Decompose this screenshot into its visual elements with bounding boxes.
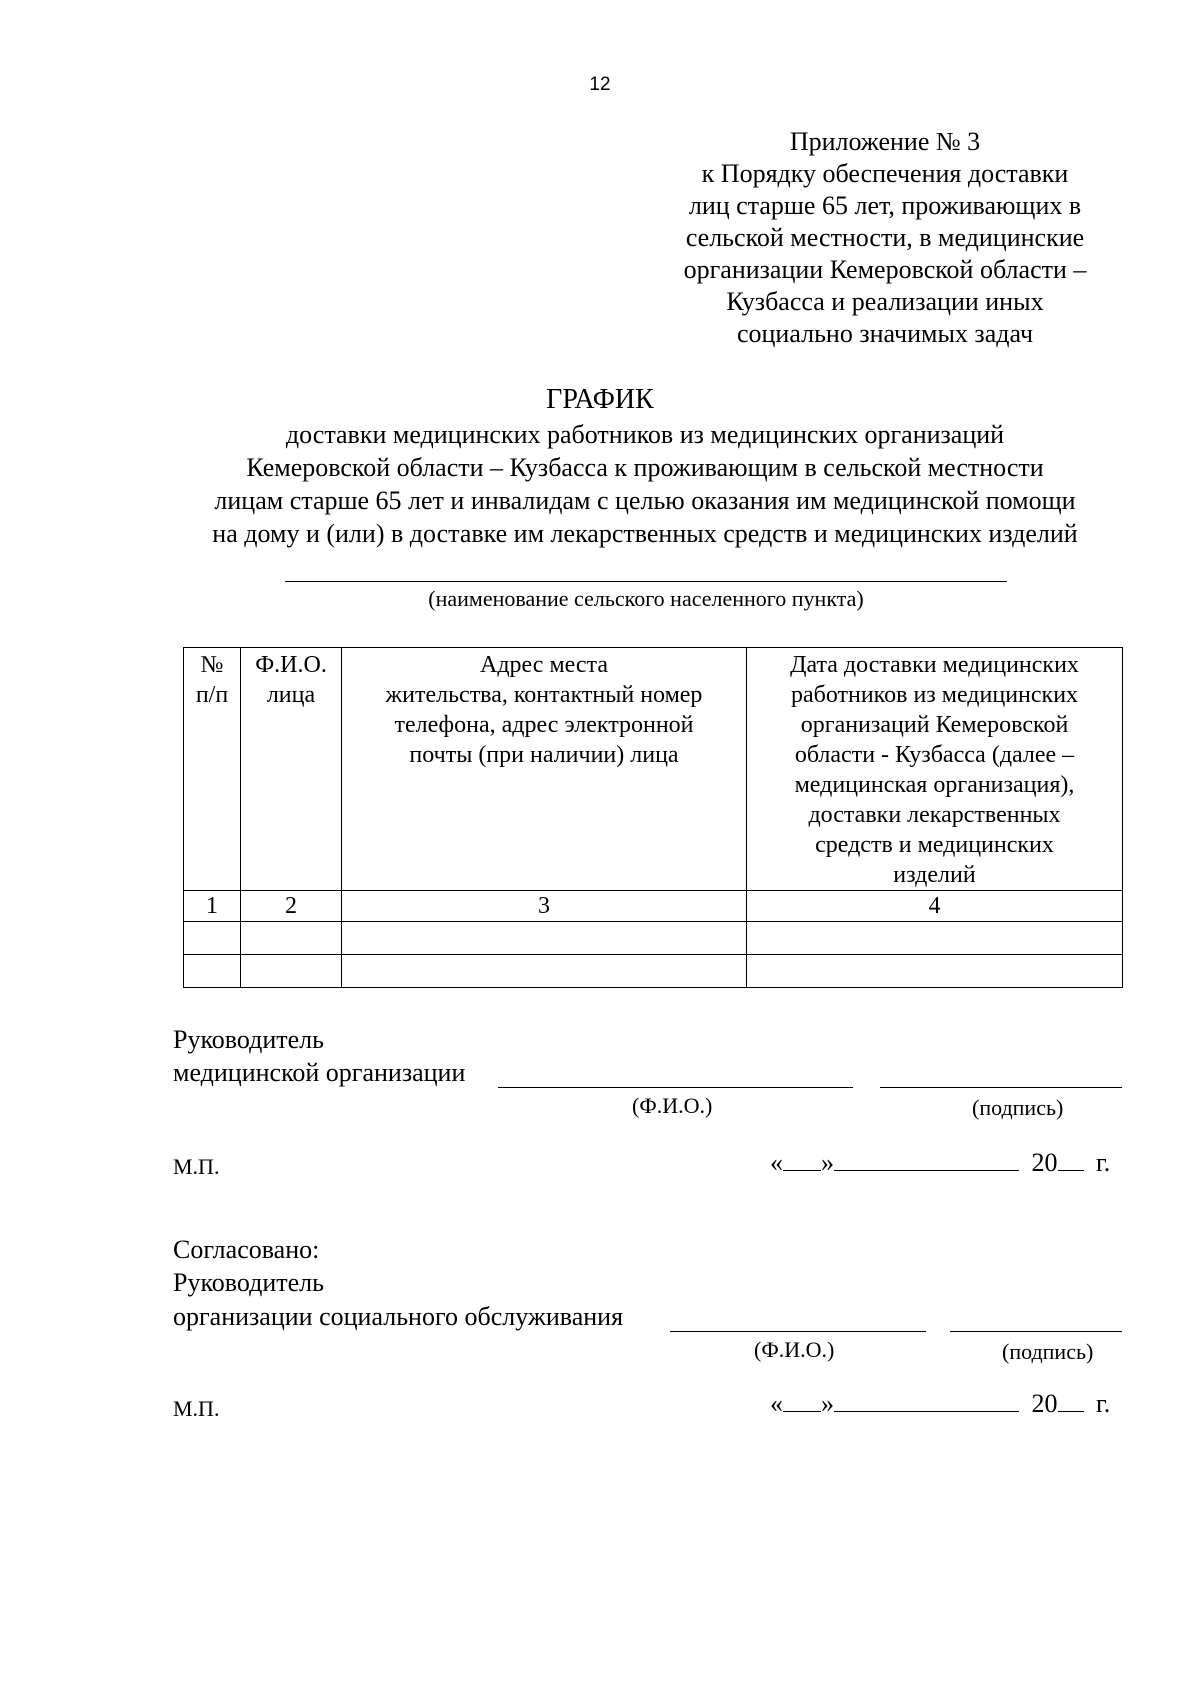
head-date: « » 20 г. bbox=[770, 1148, 1111, 1177]
social-title-line2: организации социального обслуживания bbox=[173, 1302, 624, 1331]
document-subtitle bbox=[120, 418, 1170, 550]
subtitle-line: доставки медицинских работников из медицинских организаций bbox=[285, 420, 1005, 449]
column-number: 4 bbox=[747, 891, 1123, 922]
appendix-line: Кузбасса и реализации иных bbox=[726, 287, 1044, 316]
social-signature-field[interactable] bbox=[950, 1331, 1122, 1332]
appendix-line: социально значимых задач bbox=[736, 319, 1034, 348]
head-stamp-label: М.П. bbox=[173, 1154, 220, 1179]
head-signature-field[interactable] bbox=[880, 1087, 1122, 1088]
agreed-label: Согласовано: bbox=[173, 1235, 320, 1264]
header-cell-delivery-date: Дата доставки медицинских работников из медицинских организаций Кемеровской области - Кузбасса (далее – медицинская организация), доставки лекарственных средств и медицинских изделий bbox=[747, 648, 1123, 891]
head-fio-field[interactable] bbox=[498, 1087, 853, 1088]
table-cell[interactable] bbox=[342, 955, 747, 988]
column-number-row bbox=[184, 891, 1123, 922]
social-fio-caption: (Ф.И.О.) bbox=[754, 1337, 835, 1362]
column-number: 2 bbox=[241, 891, 342, 922]
appendix-line: сельской местности, в медицинские bbox=[685, 223, 1085, 252]
appendix-line: к Порядку обеспечения доставки bbox=[701, 159, 1069, 188]
header-cell-address: Адрес места жительства, контактный номер телефона, адрес электронной почты (при наличии) лица bbox=[342, 648, 747, 891]
settlement-caption: (наименование сельского населенного пункта) bbox=[428, 586, 864, 611]
social-date-day-field[interactable] bbox=[783, 1389, 821, 1412]
social-stamp-label: М.П. bbox=[173, 1396, 220, 1421]
table-row bbox=[184, 955, 1123, 988]
table-cell[interactable] bbox=[241, 955, 342, 988]
social-date: « » 20 г. bbox=[770, 1389, 1111, 1418]
page-number: 12 bbox=[589, 74, 611, 95]
header-cell-number: № п/п bbox=[184, 648, 241, 891]
table-cell[interactable] bbox=[241, 922, 342, 955]
header-cell-fio: Ф.И.О. лица bbox=[241, 648, 342, 891]
social-signature-caption: (подпись) bbox=[1002, 1339, 1094, 1364]
head-title-line2: медицинской организации bbox=[173, 1058, 466, 1087]
social-title-line1: Руководитель bbox=[173, 1268, 324, 1297]
subtitle-line: Кемеровской области – Кузбасса к проживающим в сельской местности bbox=[246, 453, 1044, 482]
subtitle-line: лицам старше 65 лет и инвалидам с целью оказания им медицинской помощи bbox=[214, 486, 1076, 515]
column-number: 3 bbox=[342, 891, 747, 922]
table-cell[interactable] bbox=[342, 922, 747, 955]
table-cell[interactable] bbox=[747, 955, 1123, 988]
schedule-table bbox=[183, 647, 1123, 988]
table-header-row bbox=[184, 648, 1123, 891]
head-date-month-field[interactable] bbox=[834, 1148, 1019, 1171]
document-title: ГРАФИК bbox=[546, 384, 654, 415]
appendix-reference bbox=[640, 126, 1130, 350]
settlement-name-field[interactable] bbox=[285, 581, 1007, 582]
head-title-line1: Руководитель bbox=[173, 1025, 324, 1054]
table-cell[interactable] bbox=[184, 922, 241, 955]
head-fio-caption: (Ф.И.О.) bbox=[632, 1093, 713, 1118]
subtitle-line: на дому и (или) в доставке им лекарственных средств и медицинских изделий bbox=[212, 519, 1078, 548]
appendix-line: лиц старше 65 лет, проживающих в bbox=[688, 191, 1082, 220]
social-fio-field[interactable] bbox=[670, 1331, 926, 1332]
table-cell[interactable] bbox=[184, 955, 241, 988]
appendix-line: Приложение № 3 bbox=[789, 127, 981, 156]
head-date-day-field[interactable] bbox=[783, 1148, 821, 1171]
table-cell[interactable] bbox=[747, 922, 1123, 955]
table-row bbox=[184, 922, 1123, 955]
appendix-line: организации Кемеровской области – bbox=[683, 255, 1087, 284]
head-date-year-field[interactable] bbox=[1058, 1148, 1084, 1171]
head-signature-caption: (подпись) bbox=[972, 1095, 1064, 1120]
social-date-month-field[interactable] bbox=[834, 1389, 1019, 1412]
column-number: 1 bbox=[184, 891, 241, 922]
social-date-year-field[interactable] bbox=[1058, 1389, 1084, 1412]
